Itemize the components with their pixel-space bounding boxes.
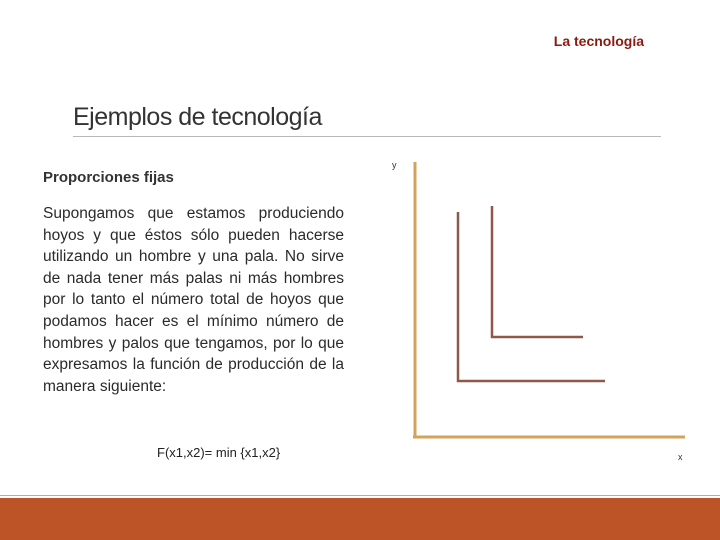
- body-paragraph: Supongamos que estamos produciendo hoyos y que éstos sólo pueden hacerse utilizando un hombre y una pala. No sirve de nada tener más palas ni más hombres por lo tanto el número total de hoyos que podamos hacer es el mínimo número de hombres y palos que tengamos, por lo que expresamos la función de producción de la manera siguiente:: [43, 205, 344, 395]
- slide-subtitle: Proporciones fijas: [43, 169, 174, 186]
- slide-title: Ejemplos de tecnología: [73, 103, 322, 131]
- production-function-formula: F(x1,x2)= min {x1,x2}: [157, 445, 281, 460]
- isoquant-diagram: [380, 150, 700, 470]
- isoquant-outer: [458, 212, 605, 381]
- isoquant-inner: [492, 206, 583, 337]
- section-tag: La tecnología: [553, 33, 644, 49]
- y-axis-label: y: [392, 160, 397, 170]
- x-axis-label: x: [678, 452, 683, 462]
- title-divider: [73, 136, 661, 137]
- bottom-bar: [0, 498, 720, 540]
- bottom-accent-line: [0, 495, 720, 496]
